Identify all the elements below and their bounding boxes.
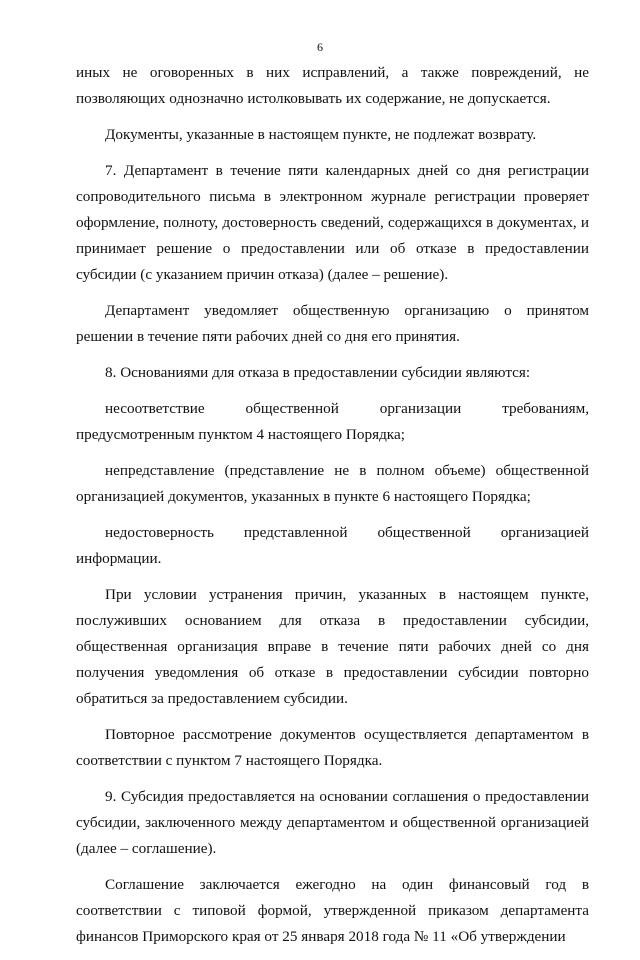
paragraph-text: Департамент уведомляет общественную организацию о принятом решении в течение пяти рабочих дней со дня его принятия. — [76, 302, 589, 345]
page-number: 6 — [317, 40, 323, 54]
paragraph-text: иных не оговоренных в них исправлений, а также повреждений, не позволяющих однозначно истолковывать их содержание, не допускается. — [76, 64, 589, 107]
document-body — [76, 60, 589, 960]
paragraph-text: 8. Основаниями для отказа в предоставлении субсидии являются: — [105, 364, 531, 381]
paragraph-text: Соглашение заключается ежегодно на один финансовый год в соответствии с типовой формой, утвержденной приказом департамента финансов Приморского края от 25 января 2018 года № 11 «Об утверждении — [76, 876, 589, 945]
paragraph-text: непредставление (представление не в полном объеме) общественной организацией документов, указанных в пункте 6 настоящего Порядка; — [76, 462, 589, 505]
paragraph-text: несоответствие общественной организации требованиям, предусмотренным пунктом 4 настоящего Порядка; — [76, 400, 589, 443]
paragraph-text: 7. Департамент в течение пяти календарных дней со дня регистрации сопроводительного письма в электронном журнале регистрации проверяет оформление, полноту, достоверность сведений, содержащихся в документах, и принимает решение о предоставлении или об отказе в предоставлении субсидии (с указанием причин отказа) (далее – решение). — [76, 162, 589, 283]
paragraph-text: Повторное рассмотрение документов осуществляется департаментом в соответствии с пунктом 7 настоящего Порядка. — [76, 726, 589, 769]
paragraph-text: недостоверность представленной общественной организацией информации. — [76, 524, 589, 567]
paragraph-text: Документы, указанные в настоящем пункте, не подлежат возврату. — [105, 126, 537, 143]
paragraph-text: 9. Субсидия предоставляется на основании соглашения о предоставлении субсидии, заключенного между департаментом и общественной организацией (далее – соглашение). — [76, 788, 589, 857]
paragraph-text: При условии устранения причин, указанных в настоящем пункте, послуживших основанием для отказа в предоставлении субсидии, общественная организация вправе в течение пяти рабочих дней со дня получения уведомления об отказе в предоставлении субсидии повторно обратиться за предоставлением субсидии. — [76, 586, 589, 707]
